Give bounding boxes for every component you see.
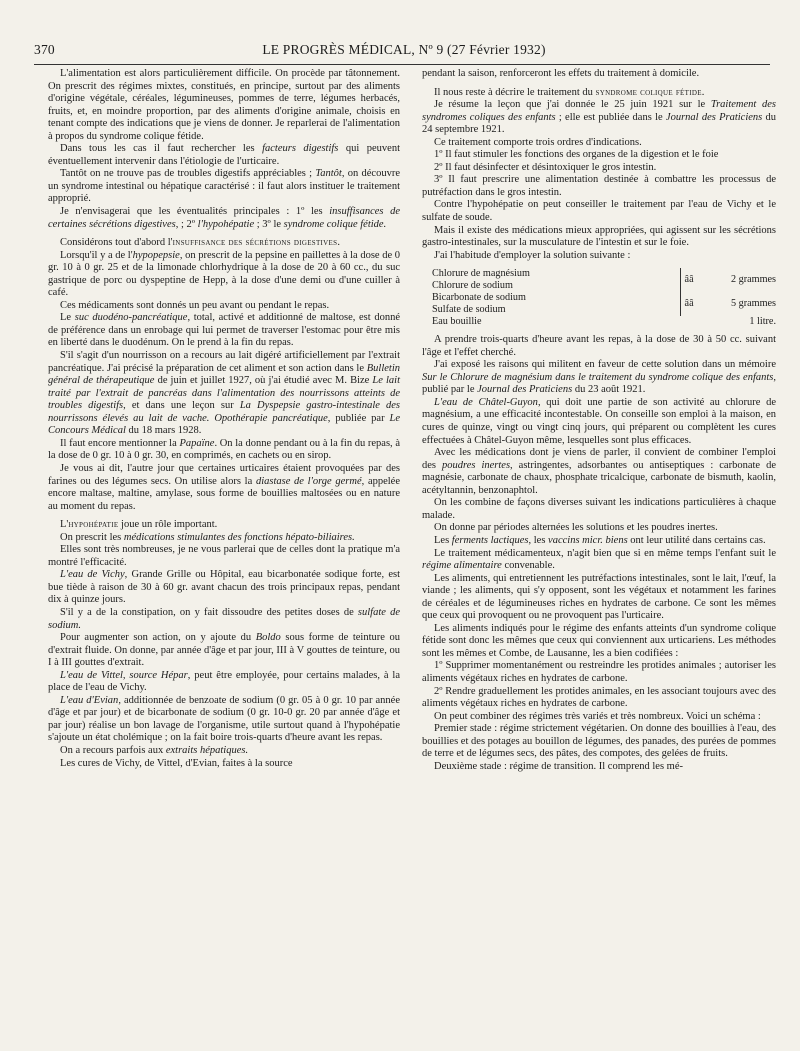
paragraph: 1º Il faut stimuler les fonctions des organes de la digestion et le foie (434, 149, 719, 161)
left-column (48, 68, 400, 770)
running-header (34, 40, 774, 62)
ingredient: Chlorure de sodium (432, 280, 513, 292)
ingredient: Sulfate de sodium (432, 304, 506, 316)
paragraph: Elles sont très nombreuses, je ne vous parlerai que de celles dont la pratique m'a montré l'efficacité. (48, 544, 400, 568)
paragraph: Les aliments indiqués pour le régime des enfants atteints d'un syndrome colique fétide sont donc les mêmes que ceux qui conviennent aux urticariens. Les méthodes sont les mêmes et Combe, de Lausanne, les a bien codifiées : (422, 622, 776, 659)
paragraph: J'ai l'habitude d'employer la solution suivante : (434, 249, 631, 261)
paragraph: Le traitement médicamenteux, n'agit bien que si en même temps l'enfant suit le régime alimentaire convenable. (422, 547, 776, 572)
paragraph: L'eau d'Evian, additionnée de benzoate de sodium (0 gr. 05 à 0 gr. 10 par année d'âge et par jour) et de bicarbonate de sodium (0 gr. 10-0 gr. 20 par année d'âge et par jour) réalise un bon lavage de l'organisme, utile surtout quand à l'hypohépatie s'ajoute un état cholémique ; on la fait boire trois-quarts d'heure avant les repas. (48, 694, 401, 744)
formula-row (432, 268, 776, 280)
right-column (422, 68, 776, 773)
paragraph: Tantôt on ne trouve pas de troubles digestifs appréciables ; Tantôt, on découvre un syndrome intestinal ou hépatique caractérisé : il faut alors instituer le traitement approprié. (48, 168, 400, 205)
prescription-formula (432, 268, 776, 328)
quantity: 5 grammes (731, 298, 776, 310)
paragraph: On a recours parfois aux extraits hépatiques. (60, 744, 249, 756)
section-heading: L'hypohépatie joue un rôle important. (60, 519, 218, 531)
paragraph: Mais il existe des médications mieux appropriées, qui agissent sur les sécrétions gastro-intestinales, sur la musculature de l'intestin et sur le foie. (422, 224, 776, 249)
paragraph: Ces médicaments sont donnés un peu avant ou pendant le repas. (60, 299, 330, 311)
paragraph: Je n'envisagerai que les éventualités principales : 1º les insuffisances de certaines sécrétions digestives, ; 2º l'hypohépatie ; 3º le syndrome colique fétide. (48, 206, 400, 230)
paragraph: S'il y a de la constipation, on y fait dissoudre des petites doses de sulfate de sodium. (48, 606, 400, 631)
paragraph: Pour augmenter son action, on y ajoute du Boldo sous forme de teinture ou d'extrait fluide. On donne, par année d'âge et par jour, III à V gouttes de teinture, ou I à III gouttes d'extrait. (48, 632, 401, 669)
paragraph: Les aliments, qui entretiennent les putréfactions intestinales, sont le lait, l'œuf, la viande ; les aliments, qui s'y opposent, sont les végétaux et notamment les farines de céréales et de légumineuses riches en hydrates de carbone. Ce sont les mêmes que ceux qui provoquent ou ne provoquent pas l'urticaire. (422, 572, 776, 622)
paragraph: Dans tous les cas il faut rechercher les facteurs digestifs qui peuvent éventuellement intervenir dans l'étiologie de l'urticaire. (48, 143, 400, 167)
paragraph: Il faut encore mentionner la Papaïne. On la donne pendant ou à la fin du repas, à la dose de 0 gr. 10 à 0 gr. 30, en comprimés, en cachets ou en sirop. (48, 437, 400, 462)
paragraph: L'alimentation est alors particulièrement difficile. On procède par tâtonnement. On prescrit des régimes mixtes, constitués, en principe, surtout par des aliments d'origine végétale, céréales, légumineuses, pommes de terre, légumes herbacés, fruits, et, en moindre proportion, par des aliments d'origine animale, choisis en tenant compte des indications que je viens de donner. Je reparlerai de l'alimentation à propos du syndrome colique fétide. (48, 68, 400, 142)
ingredient: Eau bouillie (432, 316, 482, 328)
section-heading: Il nous reste à décrire le traitement du syndrome colique fétide. (434, 86, 705, 98)
paragraph: L'eau de Vichy, Grande Grille ou Hôpital, eau bicarbonatée sodique forte, est bue tiède à raison de 30 à 60 gr. avant chacun des trois principaux repas, pendant dix à quinze jours. (48, 569, 400, 606)
paragraph: Lorsqu'il y a de l'hypopepsie, on prescrit de la pepsine en paillettes à la dose de 0 gr. 10 à 0 gr. 25 et de la limonade chlorhydrique à la dose de 20 à 60 cc., du suc gastrique de porc ou dyspeptine de Hepp, à la dose d'une demi ou d'une cuiller à café. (48, 249, 400, 299)
paragraph: Je vous ai dit, l'autre jour que certaines urticaires étaient provoquées par des farines ou des légumes secs. On utilise alors la diastase de l'orge germé, appelée encore maltase, maltine, amylase, sous forme de bouillies maltosées ou en nature au moment du repas. (48, 462, 401, 512)
paragraph: L'eau de Vittel, source Hépar, peut être employée, pour certains malades, à la place de l'eau de Vichy. (48, 669, 400, 694)
ingredient: Chlorure de magnésium (432, 268, 530, 280)
paragraph: Contre l'hypohépatie on peut conseiller le traitement par l'eau de Vichy et le sulfate de soude. (422, 199, 776, 224)
paragraph: 2º Rendre graduellement les protides animales, en les associant toujours avec des aliments végétaux riches en hydrates de carbone. (422, 685, 776, 710)
paragraph: J'ai exposé les raisons qui militent en faveur de cette solution dans un mémoire Sur le Chlorure de magnésium dans le traitement du syndrome colique des enfants, publié par le Journal des Praticiens du 23 août 1921. (422, 359, 776, 396)
paragraph: 2º Il faut désinfecter et désintoxiquer le gros intestin. (434, 161, 657, 173)
journal-title: LE PROGRÈS MÉDICAL, Nº 9 (27 Février 1932) (262, 42, 546, 57)
paragraph: pendant la saison, renforceront les effets du traitement à domicile. (422, 68, 700, 79)
paragraph: Je résume la leçon que j'ai donnée le 25 juin 1921 sur le Traitement des syndromes coliques des enfants ; elle est publiée dans le Journal des Praticiens du 24 septembre 1921. (422, 99, 777, 136)
section-heading: Considérons tout d'abord l'insuffisance des sécrétions digestives. (60, 237, 340, 249)
paragraph: On les combine de façons diverses suivant les indications particulières à chaque malade. (422, 497, 776, 521)
paragraph: Les cures de Vichy, de Vittel, d'Evian, faites à la source (60, 757, 293, 769)
formula-row (432, 292, 776, 304)
ana-mark: ââ (680, 268, 716, 292)
paragraph: On donne par périodes alternées les solutions et les poudres inertes. (434, 522, 718, 534)
paragraph: A prendre trois-quarts d'heure avant les repas, à la dose de 30 à 50 cc. suivant l'âge et l'effet cherché. (422, 334, 776, 358)
paragraph: On prescrit les médications stimulantes des fonctions hépato-biliaires. (60, 531, 355, 543)
formula-row (432, 316, 776, 328)
paragraph: S'il s'agit d'un nourrisson on a recours au lait digéré artificiellement par l'extrait pancréatique. J'ai précisé la préparation de cet aliment et son action dans le Bulletin général de thérapeutique de juin et juillet 1927, où j'ai étudié avec M. Bize Le lait traité par l'extrait de pancréas dans l'alimentation des nourrissons atteints de troubles digestifs, et dans une leçon sur La Dyspepsie gastro-intestinale des nourrissons élevés au lait de vache. Opothérapie pancréatique, publiée par Le Concours Médical du 18 mars 1928. (48, 350, 400, 437)
paragraph: Deuxième stade : régime de transition. Il comprend les mé- (434, 760, 684, 772)
header-rule (34, 64, 770, 65)
paragraph: 1º Supprimer momentanément ou restreindre les protides animales ; autoriser les aliments végétaux riches en hydrates de carbone. (422, 660, 776, 684)
paragraph: Les ferments lactiques, les vaccins micr. biens ont leur utilité dans certains cas. (434, 534, 766, 546)
quantity: 2 grammes (731, 274, 776, 286)
ana-mark: ââ (680, 292, 716, 316)
page-number: 370 (34, 42, 55, 57)
quantity: 1 litre. (749, 316, 776, 328)
paragraph: L'eau de Châtel-Guyon, qui doit une partie de son activité au chlorure de magnésium, a une efficacité incontestable. On conseille son emploi à la maison, en cures de quinze, vingt ou vingt cinq jours, qui préparent ou complètent les cures effectuées à Châtel-Guyon même, lesquelles sont plus efficaces. (422, 396, 776, 446)
paragraph: 3º Il faut prescrire une alimentation destinée à combattre les processus de putréfaction dans le gros intestin. (422, 174, 776, 198)
paragraph: Le suc duodéno-pancréatique, total, activé et additionné de maltose, est donné de préférence dans un enrobage qui lui permet de traverser l'estomac pour être mis en liberté dans le duodénum. On le prend à la fin du repas. (48, 312, 400, 349)
paragraph: Avec les médications dont je viens de parler, il convient de combiner l'emploi des poudres inertes, astringentes, adsorbantes ou antiseptiques : carbonate de magnésie, carbonate de chaux, phosphate tricalcique, carbonate de bismuth, kaolin, acétyltannin, benzonaphtol. (422, 447, 776, 496)
paragraph: Ce traitement comporte trois ordres d'indications. (434, 136, 642, 148)
ingredient: Bicarbonate de sodium (432, 292, 526, 304)
paragraph: On peut combiner des régimes très variés et très nombreux. Voici un schéma : (434, 710, 761, 722)
paragraph: Premier stade : régime strictement végétarien. On donne des bouillies à l'eau, des bouillies et des potages au bouillon de légumes, des panades, des purées de pommes de terre et de légumes secs, des pâtes, des compotes, des gelées de fruits. (422, 723, 776, 760)
